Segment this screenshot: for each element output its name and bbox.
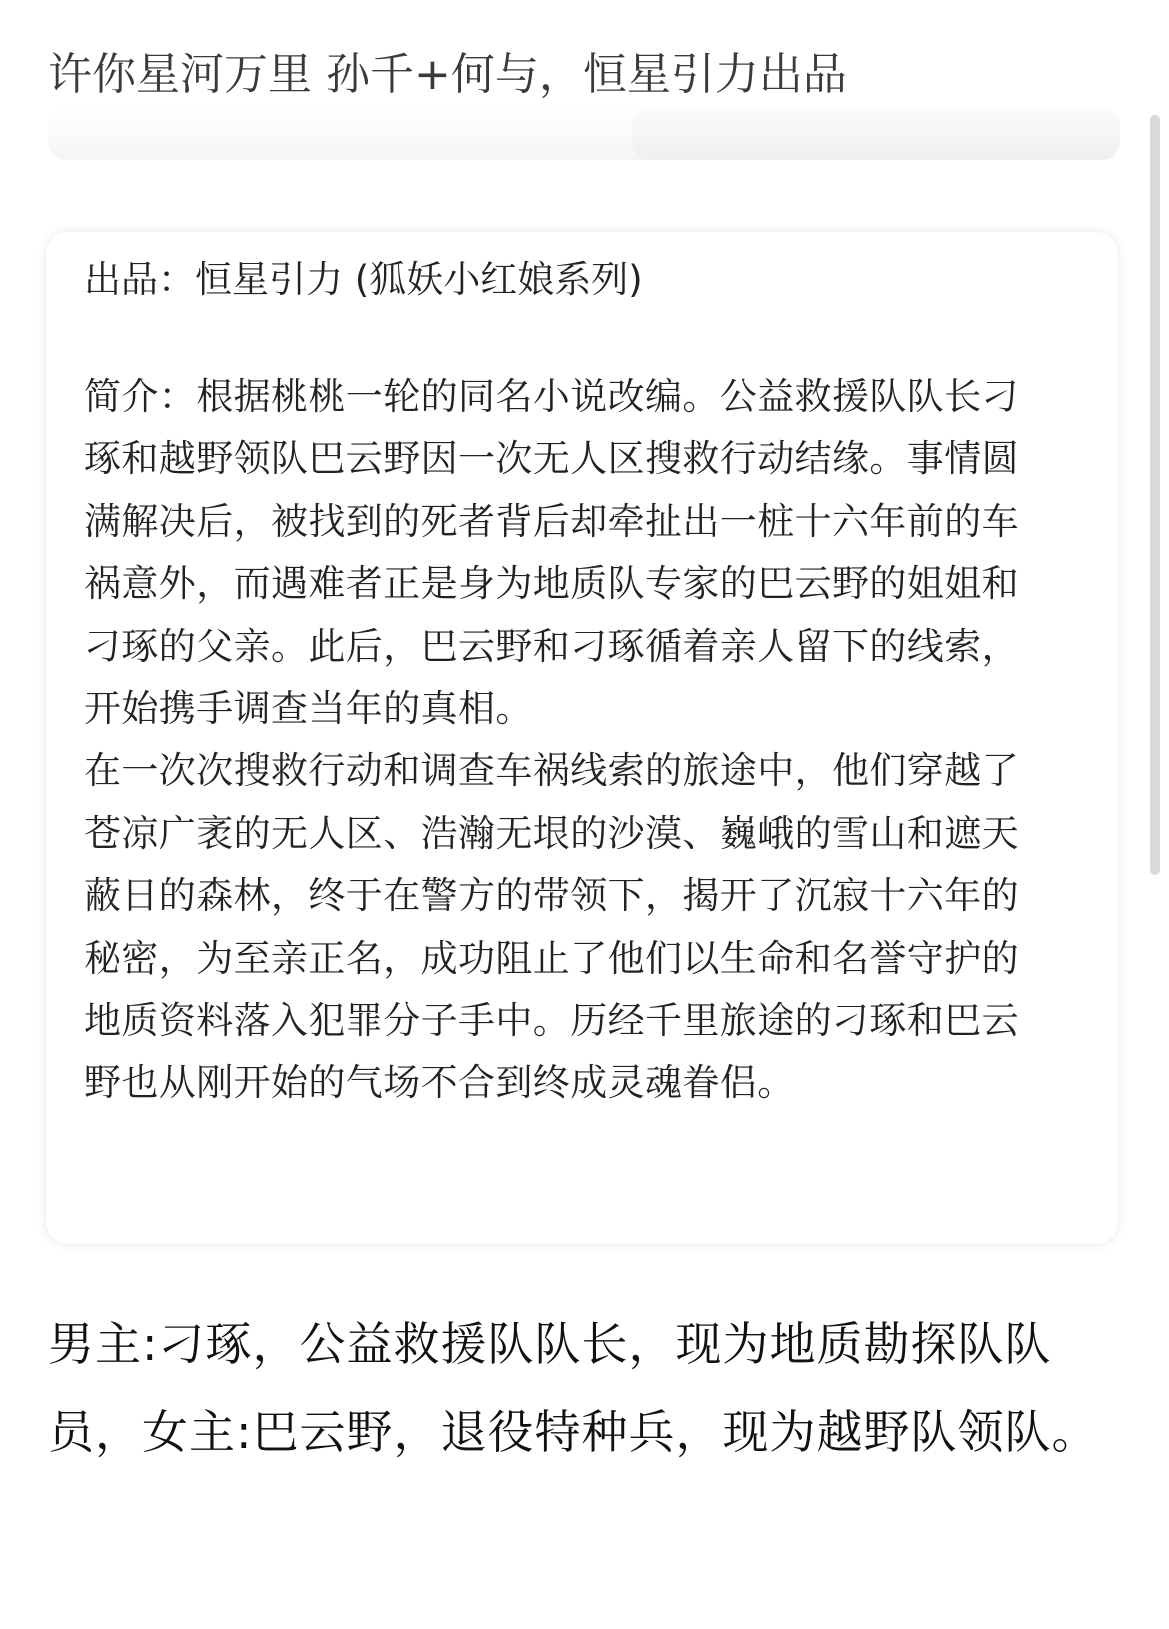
title-fade-overlay-right bbox=[632, 108, 1120, 160]
info-card bbox=[46, 232, 1118, 1244]
cast-description: 男主:刁琢，公益救援队队长，现为地质勘探队队员，女主:巴云野，退役特种兵，现为越野队领队。 bbox=[48, 1317, 1099, 1459]
producer-line: 出品：恒星引力 (狐妖小红娘系列) bbox=[84, 258, 643, 301]
scrollbar[interactable] bbox=[1150, 115, 1160, 875]
synopsis-paragraph-2: 在一次次搜救行动和调查车祸线索的旅途中，他们穿越了苍凉广袤的无人区、浩瀚无垠的沙漠、巍峨的雪山和遮天蔽日的森林，终于在警方的带领下，揭开了沉寂十六年的秘密，为至亲正名，成功阻止了他们以生命和名誉守护的地质资料落入犯罪分子手中。历经千里旅途的刁琢和巴云野也从刚开始的气场不合到终成灵魂眷侣。 bbox=[84, 749, 1019, 1105]
synopsis-paragraph-1: 简介：根据桃桃一轮的同名小说改编。公益救援队队长刁琢和越野领队巴云野因一次无人区搜救行动结缘。事情圆满解决后，被找到的死者背后却牵扯出一桩十六年前的车祸意外，而遇难者正是身为地质队专家的巴云野的姐姐和刁琢的父亲。此后，巴云野和刁琢循着亲人留下的线索，开始携手调查当年的真相。 bbox=[84, 375, 1019, 731]
synopsis bbox=[84, 366, 1044, 1115]
post-title: 许你星河万里 孙千+何与，恒星引力出品 bbox=[48, 49, 847, 100]
